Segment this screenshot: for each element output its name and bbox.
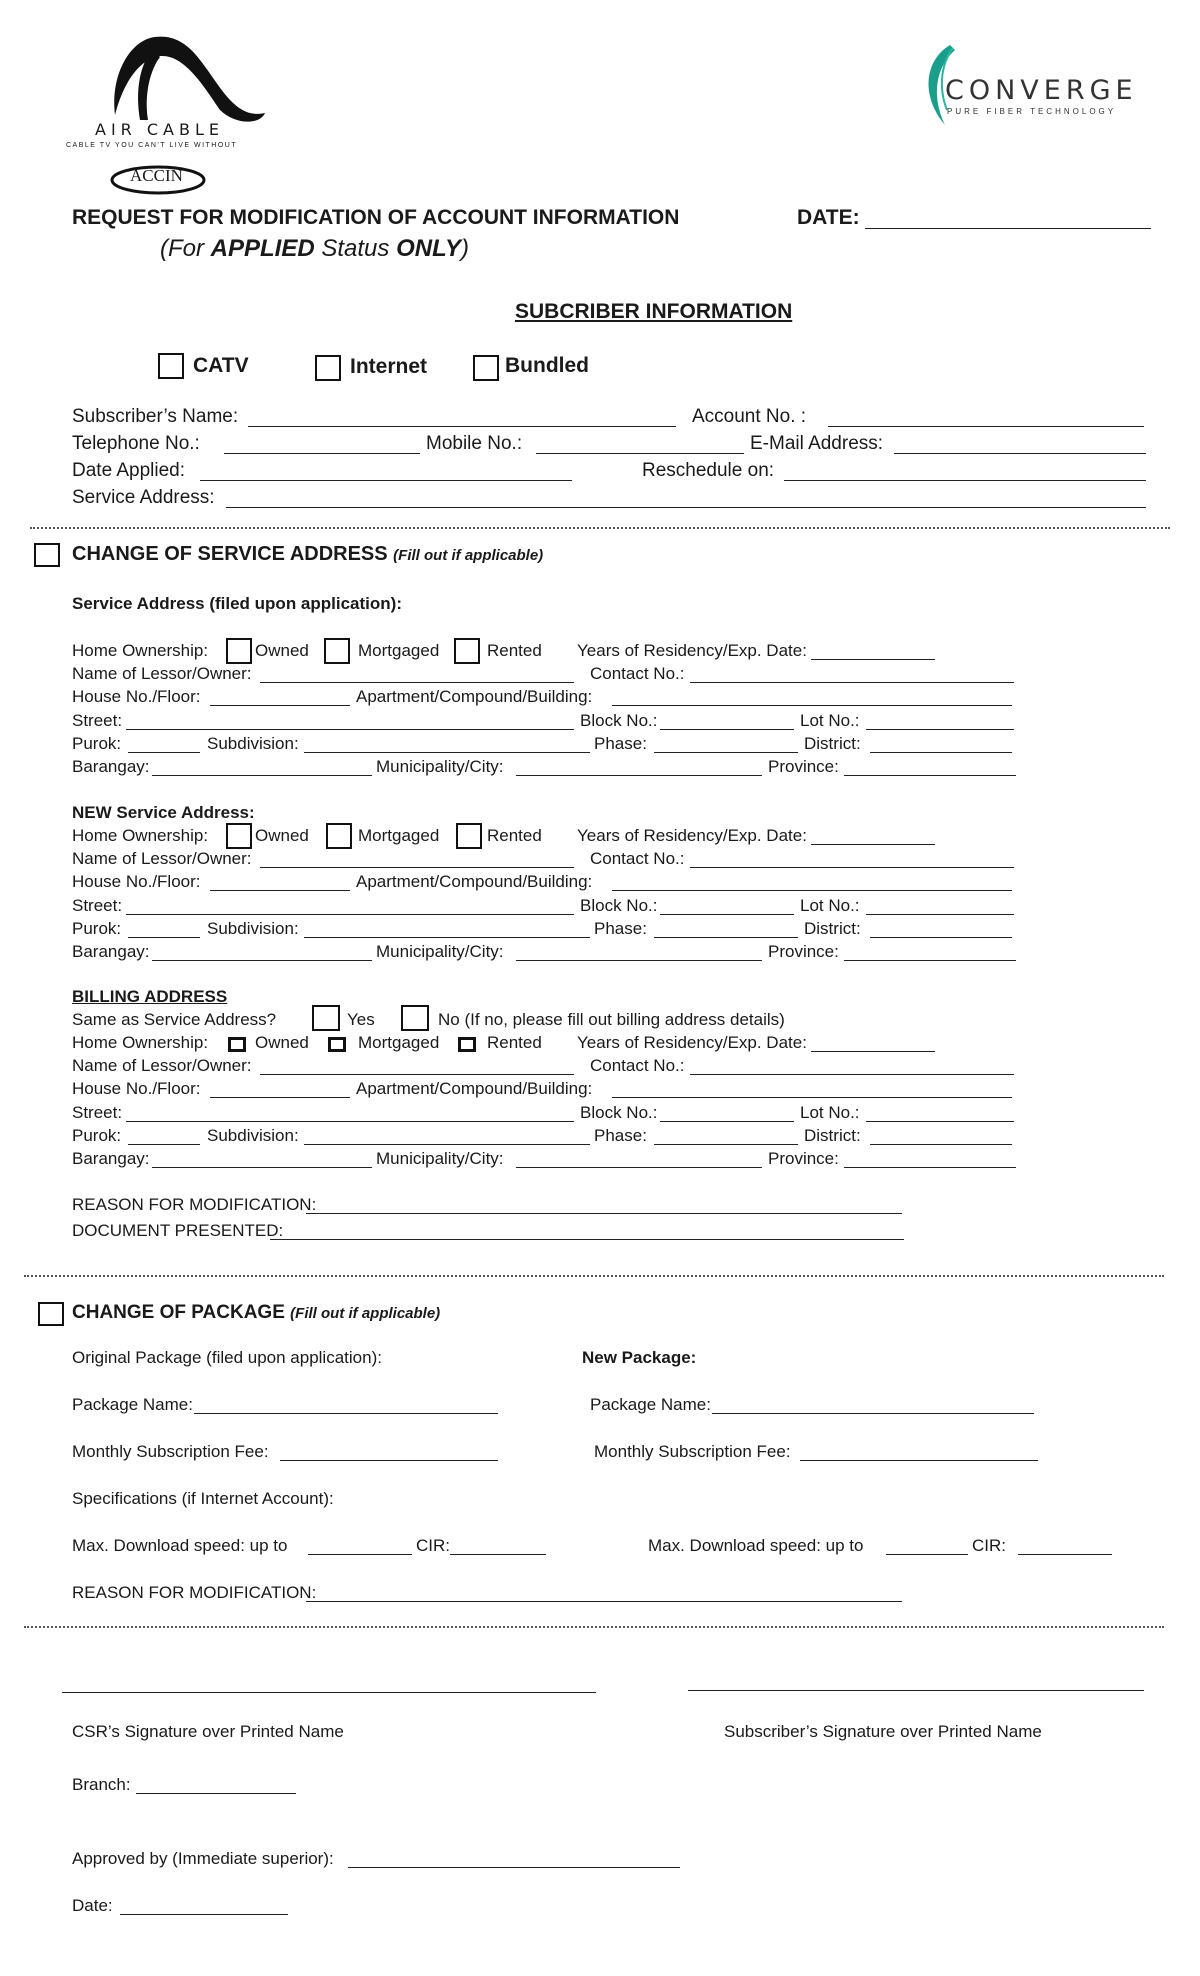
province-field[interactable] — [844, 1167, 1016, 1168]
specifications-label: Specifications (if Internet Account): — [72, 1489, 334, 1508]
subscriber-heading: SUBCRIBER INFORMATION — [515, 300, 793, 323]
csr-signature-label: CSR’s Signature over Printed Name — [72, 1722, 344, 1741]
account-no-label: Account No. : — [692, 406, 807, 427]
owned-label: Owned — [255, 826, 309, 845]
purok-field[interactable] — [128, 1144, 200, 1145]
original-max-download-label: Max. Download speed: up to — [72, 1536, 288, 1555]
subtitle-part: Status — [314, 235, 397, 262]
house-field[interactable] — [210, 1097, 350, 1098]
reschedule-label: Reschedule on: — [642, 460, 775, 481]
original-cir-field[interactable] — [450, 1554, 546, 1555]
contact-field[interactable] — [690, 682, 1014, 683]
subtitle-part: (For — [160, 235, 211, 262]
catv-checkbox[interactable] — [158, 353, 184, 379]
mortgaged-checkbox[interactable] — [324, 638, 350, 664]
province-field[interactable] — [844, 960, 1016, 961]
purok-label: Purok: — [72, 919, 122, 938]
branch-field[interactable] — [136, 1793, 296, 1794]
phase-field[interactable] — [654, 1144, 798, 1145]
telephone-field[interactable] — [224, 453, 420, 454]
same-yes-checkbox[interactable] — [312, 1005, 340, 1031]
phase-field[interactable] — [654, 752, 798, 753]
document-presented-field[interactable] — [270, 1239, 904, 1240]
original-package-name-field[interactable] — [194, 1413, 498, 1414]
document-presented-label: DOCUMENT PRESENTED: — [72, 1221, 284, 1240]
same-no-label: No (If no, please fill out billing address details) — [438, 1010, 785, 1029]
purok-field[interactable] — [128, 937, 200, 938]
new-cir-label: CIR: — [972, 1536, 1006, 1555]
new-package-name-label: Package Name: — [590, 1395, 711, 1414]
apartment-field[interactable] — [612, 1097, 1012, 1098]
new-package-name-field[interactable] — [712, 1413, 1034, 1414]
years-label: Years of Residency/Exp. Date: — [577, 1033, 807, 1052]
mobile-field[interactable] — [536, 453, 744, 454]
address-reason-label: REASON FOR MODIFICATION: — [72, 1195, 317, 1214]
owned-checkbox[interactable] — [228, 1037, 246, 1052]
barangay-field[interactable] — [152, 1167, 372, 1168]
lessor-field[interactable] — [260, 867, 574, 868]
district-label: District: — [804, 734, 861, 753]
change-address-heading — [72, 543, 543, 566]
district-label: District: — [804, 1126, 861, 1145]
date-label: DATE: — [797, 206, 860, 229]
district-field[interactable] — [870, 1144, 1012, 1145]
same-as-label: Same as Service Address? — [72, 1010, 277, 1029]
approved-by-label: Approved by (Immediate superior): — [72, 1849, 334, 1868]
street-label: Street: — [72, 896, 123, 915]
block-field[interactable] — [660, 1121, 794, 1122]
barangay-label: Barangay: — [72, 757, 150, 776]
purok-label: Purok: — [72, 734, 122, 753]
lessor-label: Name of Lessor/Owner: — [72, 1056, 252, 1075]
new-max-download-field[interactable] — [886, 1554, 968, 1555]
divider — [24, 1626, 1164, 1628]
lot-field[interactable] — [866, 1121, 1014, 1122]
package-reason-field[interactable] — [306, 1601, 902, 1602]
lot-label: Lot No.: — [800, 1103, 860, 1122]
converge-tagline: PURE FIBER TECHNOLOGY — [947, 107, 1117, 116]
house-label: House No./Floor: — [72, 687, 201, 706]
telephone-label: Telephone No.: — [72, 433, 200, 454]
rented-checkbox[interactable] — [458, 1037, 476, 1052]
house-field[interactable] — [210, 705, 350, 706]
contact-label: Contact No.: — [590, 664, 685, 683]
change-package-title: CHANGE OF PACKAGE — [72, 1302, 285, 1323]
home-ownership-label: Home Ownership: — [72, 826, 209, 845]
years-label: Years of Residency/Exp. Date: — [577, 641, 807, 660]
internet-label: Internet — [350, 355, 428, 378]
barangay-field[interactable] — [152, 960, 372, 961]
phase-field[interactable] — [654, 937, 798, 938]
converge-name: CONVERGE — [945, 75, 1138, 106]
subtitle-only: ONLY — [396, 235, 461, 262]
subscriber-name-label: Subscriber’s Name: — [72, 406, 239, 427]
municipality-field[interactable] — [516, 775, 762, 776]
phase-label: Phase: — [594, 919, 647, 938]
phase-label: Phase: — [594, 734, 647, 753]
new-package-label: New Package: — [582, 1348, 697, 1367]
change-address-title: CHANGE OF SERVICE ADDRESS — [72, 543, 388, 565]
municipality-field[interactable] — [516, 960, 762, 961]
subtitle-part: ) — [460, 235, 469, 262]
change-package-checkbox[interactable] — [38, 1302, 64, 1326]
new-max-download-label: Max. Download speed: up to — [648, 1536, 864, 1555]
block-field[interactable] — [660, 914, 794, 915]
municipality-label: Municipality/City: — [376, 757, 504, 776]
original-max-download-field[interactable] — [308, 1554, 412, 1555]
original-package-label: Original Package (filed upon application): — [72, 1348, 382, 1367]
subdivision-label: Subdivision: — [207, 919, 299, 938]
aircable-logo — [60, 25, 270, 155]
original-package-name-label: Package Name: — [72, 1395, 193, 1414]
original-cir-label: CIR: — [416, 1536, 450, 1555]
block-label: Block No.: — [580, 896, 658, 915]
province-field[interactable] — [844, 775, 1016, 776]
date-field[interactable] — [865, 228, 1151, 229]
divider — [30, 527, 1170, 529]
subdivision-label: Subdivision: — [207, 734, 299, 753]
province-label: Province: — [768, 1149, 839, 1168]
same-no-checkbox[interactable] — [401, 1005, 429, 1031]
csr-signature-field[interactable] — [62, 1692, 596, 1693]
years-label: Years of Residency/Exp. Date: — [577, 826, 807, 845]
house-field[interactable] — [210, 890, 350, 891]
barangay-field[interactable] — [152, 775, 372, 776]
mobile-label: Mobile No.: — [426, 433, 523, 454]
owned-label: Owned — [255, 1033, 309, 1052]
rented-label: Rented — [487, 641, 542, 660]
divider — [24, 1275, 1164, 1277]
bundled-checkbox[interactable] — [473, 355, 499, 381]
new-monthly-fee-field[interactable] — [800, 1460, 1038, 1461]
mortgaged-label: Mortgaged — [358, 641, 440, 660]
district-field[interactable] — [870, 752, 1012, 753]
apartment-label: Apartment/Compound/Building: — [356, 687, 593, 706]
change-package-note: (Fill out if applicable) — [290, 1305, 441, 1322]
block-label: Block No.: — [580, 711, 658, 730]
contact-label: Contact No.: — [590, 849, 685, 868]
mortgaged-checkbox[interactable] — [326, 823, 352, 849]
final-date-label: Date: — [72, 1896, 113, 1915]
subdivision-field[interactable] — [304, 1144, 590, 1145]
change-package-heading — [72, 1302, 440, 1324]
rented-label: Rented — [487, 826, 542, 845]
service-address-field[interactable] — [226, 507, 1146, 508]
house-label: House No./Floor: — [72, 872, 201, 891]
final-date-field[interactable] — [120, 1914, 288, 1915]
lessor-field[interactable] — [260, 1074, 574, 1075]
owned-label: Owned — [255, 641, 309, 660]
service-address-label: Service Address: — [72, 487, 215, 508]
apartment-field[interactable] — [612, 890, 1012, 891]
address-reason-field[interactable] — [306, 1213, 902, 1214]
owned-checkbox[interactable] — [226, 823, 252, 849]
owned-checkbox[interactable] — [226, 638, 252, 664]
form-title: REQUEST FOR MODIFICATION OF ACCOUNT INFORMATION — [72, 206, 680, 229]
subdivision-label: Subdivision: — [207, 1126, 299, 1145]
lessor-label: Name of Lessor/Owner: — [72, 849, 252, 868]
rented-checkbox[interactable] — [456, 823, 482, 849]
barangay-label: Barangay: — [72, 1149, 150, 1168]
mortgaged-label: Mortgaged — [358, 826, 440, 845]
old-address-heading: Service Address (filed upon application): — [72, 594, 402, 613]
years-field[interactable] — [811, 844, 935, 845]
aircable-tagline: CABLE TV YOU CAN'T LIVE WITHOUT — [66, 142, 238, 149]
lot-field[interactable] — [866, 729, 1014, 730]
aircable-logo-mark — [60, 25, 270, 130]
years-field[interactable] — [811, 659, 935, 660]
change-address-checkbox[interactable] — [34, 543, 60, 567]
block-field[interactable] — [660, 729, 794, 730]
lot-label: Lot No.: — [800, 711, 860, 730]
purok-field[interactable] — [128, 752, 200, 753]
aircable-name: AIR CABLE — [95, 120, 224, 139]
email-field[interactable] — [894, 453, 1146, 454]
new-address-title: NEW Service Address: — [72, 803, 255, 822]
mortgaged-checkbox[interactable] — [328, 1037, 346, 1052]
barangay-label: Barangay: — [72, 942, 150, 961]
same-yes-label: Yes — [347, 1010, 375, 1029]
accin-logo — [108, 163, 208, 197]
street-field[interactable] — [126, 914, 574, 915]
date-applied-field[interactable] — [200, 480, 572, 481]
form-subtitle — [160, 235, 469, 263]
mortgaged-label: Mortgaged — [358, 1033, 440, 1052]
billing-heading: BILLING ADDRESS — [72, 987, 228, 1006]
subscriber-signature-field[interactable] — [688, 1690, 1144, 1691]
contact-field[interactable] — [690, 867, 1014, 868]
province-label: Province: — [768, 757, 839, 776]
subscriber-name-field[interactable] — [248, 426, 676, 427]
contact-label: Contact No.: — [590, 1056, 685, 1075]
subscriber-signature-label: Subscriber’s Signature over Printed Name — [724, 1722, 1042, 1741]
catv-label: CATV — [193, 354, 249, 377]
converge-logo — [915, 40, 1155, 130]
bundled-label: Bundled — [505, 354, 589, 377]
street-label: Street: — [72, 711, 123, 730]
years-field[interactable] — [811, 1051, 935, 1052]
municipality-field[interactable] — [516, 1167, 762, 1168]
change-address-note: (Fill out if applicable) — [393, 547, 544, 564]
branch-label: Branch: — [72, 1775, 131, 1794]
date-applied-label: Date Applied: — [72, 460, 186, 481]
internet-checkbox[interactable] — [315, 355, 341, 381]
house-label: House No./Floor: — [72, 1079, 201, 1098]
province-label: Province: — [768, 942, 839, 961]
subtitle-applied: APPLIED — [210, 235, 315, 262]
original-monthly-fee-field[interactable] — [280, 1460, 498, 1461]
approved-by-field[interactable] — [348, 1867, 680, 1868]
district-field[interactable] — [870, 937, 1012, 938]
apartment-label: Apartment/Compound/Building: — [356, 1079, 593, 1098]
apartment-label: Apartment/Compound/Building: — [356, 872, 593, 891]
lessor-field[interactable] — [260, 682, 574, 683]
lot-label: Lot No.: — [800, 896, 860, 915]
street-field[interactable] — [126, 1121, 574, 1122]
new-cir-field[interactable] — [1018, 1554, 1112, 1555]
accin-text: ACCIN — [130, 166, 183, 185]
subdivision-field[interactable] — [304, 752, 590, 753]
street-field[interactable] — [126, 729, 574, 730]
contact-field[interactable] — [690, 1074, 1014, 1075]
municipality-label: Municipality/City: — [376, 942, 504, 961]
rented-checkbox[interactable] — [454, 638, 480, 664]
package-reason-label: REASON FOR MODIFICATION: — [72, 1583, 317, 1602]
email-label: E-Mail Address: — [750, 433, 884, 454]
block-label: Block No.: — [580, 1103, 658, 1122]
street-label: Street: — [72, 1103, 123, 1122]
reschedule-field[interactable] — [784, 480, 1146, 481]
municipality-label: Municipality/City: — [376, 1149, 504, 1168]
home-ownership-label: Home Ownership: — [72, 1033, 209, 1052]
new-address-heading — [72, 803, 255, 823]
subdivision-field[interactable] — [304, 937, 590, 938]
phase-label: Phase: — [594, 1126, 647, 1145]
purok-label: Purok: — [72, 1126, 122, 1145]
account-no-field[interactable] — [828, 426, 1144, 427]
lessor-label: Name of Lessor/Owner: — [72, 664, 252, 683]
rented-label: Rented — [487, 1033, 542, 1052]
district-label: District: — [804, 919, 861, 938]
lot-field[interactable] — [866, 914, 1014, 915]
apartment-field[interactable] — [612, 705, 1012, 706]
new-monthly-fee-label: Monthly Subscription Fee: — [594, 1442, 791, 1461]
original-monthly-fee-label: Monthly Subscription Fee: — [72, 1442, 269, 1461]
home-ownership-label: Home Ownership: — [72, 641, 209, 660]
